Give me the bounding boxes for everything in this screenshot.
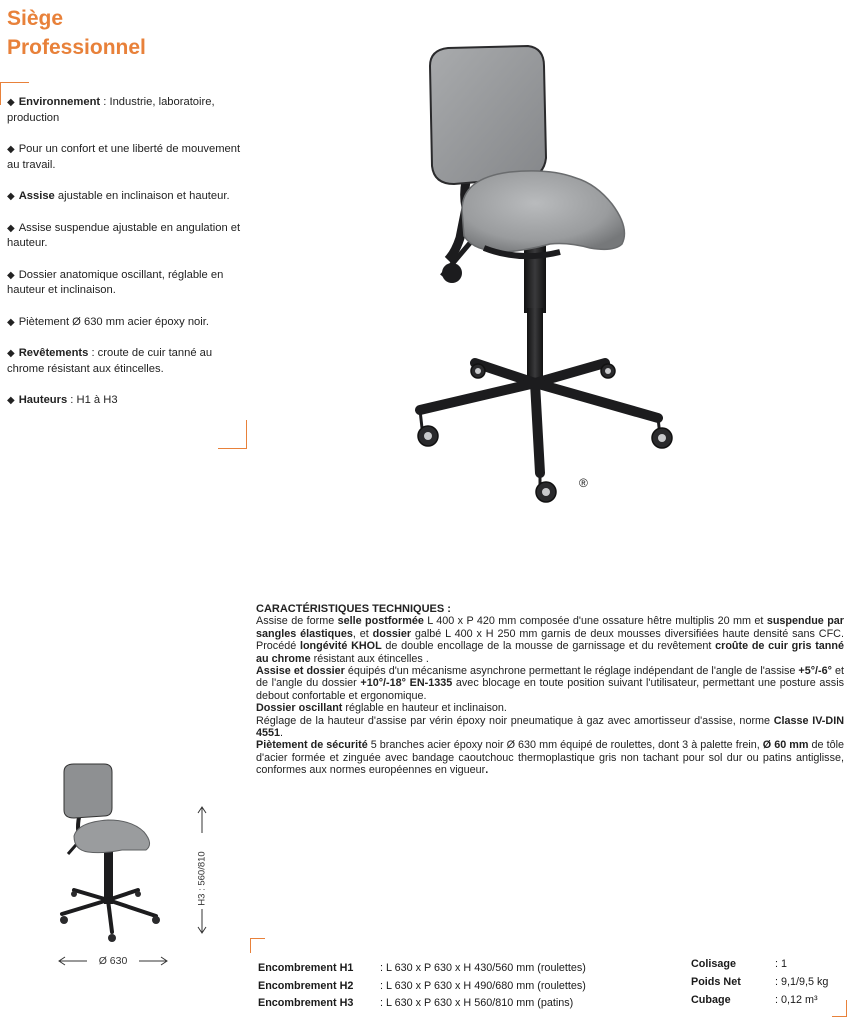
feature-item xyxy=(7,221,247,252)
encombrement-value: : L 630 x P 630 x H 560/810 mm (patins) xyxy=(380,997,574,1009)
diamond-bullet-icon: ◆ xyxy=(7,97,15,108)
feature-text: Pour un confort et une liberté de mouvement au travail. xyxy=(7,143,241,171)
spec-value: : 0,12 m³ xyxy=(775,994,818,1006)
tech-bold-run: . xyxy=(485,764,489,777)
diamond-bullet-icon: ◆ xyxy=(7,144,15,155)
specs-table xyxy=(691,955,828,1009)
encombrement-row xyxy=(258,995,586,1013)
tech-text-run: Réglage de la hauteur d'assise par vérin époxy noir pneumatique à gaz avec amortisseur d'assise, norme xyxy=(256,714,774,727)
spec-row xyxy=(691,991,828,1009)
tech-bold-run: croûte de cuir gris tanné au chrome xyxy=(256,640,845,665)
feature-bold: Revêtements xyxy=(18,347,89,359)
feature-item xyxy=(7,189,247,205)
chair-main-image xyxy=(400,38,690,508)
spec-row xyxy=(691,973,828,991)
feature-item xyxy=(7,346,247,377)
encombrement-row xyxy=(258,978,586,996)
feature-bold: Environnement xyxy=(18,96,101,108)
feature-item xyxy=(7,393,247,409)
spec-row xyxy=(691,955,828,973)
tech-bold-run: Ø 60 mm xyxy=(762,739,809,752)
tech-paragraph-4 xyxy=(256,715,844,740)
tech-paragraph-5 xyxy=(256,739,844,776)
spec-label: Colisage xyxy=(691,958,737,970)
diameter-dimension-label: Ø 630 xyxy=(98,955,128,967)
tech-text-run: de tôle d'acier formée et zinguée avec bandage caoutchouc thermoplastique gris non tachant pour sol dur ou patins antiglisse, conformes aux normes européennes en vigueur xyxy=(256,739,844,777)
tech-bold-run: Classe IV-DIN 4551 xyxy=(256,714,844,740)
diamond-bullet-icon: ◆ xyxy=(7,191,15,202)
diamond-bullet-icon: ◆ xyxy=(7,269,15,281)
feature-bold: Assise xyxy=(18,190,55,202)
tech-text-run: . xyxy=(280,727,284,740)
corner-mark-bottom-right-2 xyxy=(832,1000,847,1017)
feature-text: ajustable en inclinaison et hauteur. xyxy=(54,190,230,202)
feature-item xyxy=(7,142,247,173)
title-line-2: Professionnel xyxy=(7,36,146,59)
encombrement-row xyxy=(258,960,586,978)
chair-small-image xyxy=(52,758,170,946)
spec-label: Poids Net xyxy=(691,976,741,988)
spec-value: : 1 xyxy=(775,958,788,970)
tech-paragraph-1 xyxy=(256,615,844,665)
tech-bold-run: Dossier oscillant xyxy=(256,702,343,715)
feature-text: Assise suspendue ajustable en angulation et hauteur. xyxy=(7,221,241,249)
tech-text-run: L 400 x P 420 mm composée d'une ossature hêtre multiplis 20 mm et xyxy=(423,615,767,628)
encombrement-table xyxy=(258,960,586,1013)
tech-text-run: de double encollage de la mousse de garnissage et du revêtement xyxy=(381,640,716,653)
tech-bold-run: dossier xyxy=(372,627,412,640)
tech-text-run: , et xyxy=(352,627,373,640)
tech-bold-run: +10°/-18° EN-1335 xyxy=(360,677,453,690)
diamond-bullet-icon: ◆ xyxy=(7,316,15,328)
feature-text: : Industrie, laboratoire, production xyxy=(7,96,215,124)
tech-paragraph-2 xyxy=(256,665,844,702)
spec-label: Cubage xyxy=(691,994,731,1006)
tech-text-run: 5 branches acier époxy noir Ø 630 mm équipé de roulettes, dont 3 à palette frein, xyxy=(367,739,763,752)
encombrement-label: Encombrement H2 xyxy=(258,979,354,992)
feature-item xyxy=(7,95,247,126)
page-title xyxy=(7,4,146,62)
feature-text: : croute de cuir tanné au chrome résistant aux étincelles. xyxy=(7,347,213,375)
encombrement-label: Encombrement H1 xyxy=(258,962,354,974)
tech-bold-run: selle postformée xyxy=(337,615,424,628)
feature-item xyxy=(7,268,247,299)
tech-bold-run: suspendue par sangles élastiques xyxy=(256,615,845,640)
feature-text: Dossier anatomique oscillant, réglable en hauteur et inclinaison. xyxy=(7,268,224,296)
feature-bold: Hauteurs xyxy=(18,394,68,406)
height-dimension-label: H3 : 560/810 xyxy=(196,851,208,906)
tech-text-run: résistant aux étincelles . xyxy=(310,652,429,665)
encombrement-value: : L 630 x P 630 x H 490/680 mm (roulettes) xyxy=(380,979,586,992)
title-line-1: Siège xyxy=(7,7,64,30)
tech-text-run: avec blocage en toute position suivant l'utilisateur, permettant une posture assis debout confortable et ergonomique. xyxy=(256,677,844,702)
tech-text-run: galbé L 400 x H 250 mm garnis de deux mousses diversifiées haute densité sans CFC. Procédé xyxy=(256,627,844,653)
registered-mark: ® xyxy=(579,476,588,490)
diamond-bullet-icon: ◆ xyxy=(7,348,15,359)
encombrement-value: : L 630 x P 630 x H 430/560 mm (roulettes) xyxy=(380,962,586,974)
technical-characteristics xyxy=(256,603,844,777)
tech-text-run: et de l'angle du dossier xyxy=(256,665,844,690)
diamond-bullet-icon: ◆ xyxy=(7,222,15,234)
corner-mark-bottom-left xyxy=(250,938,265,953)
tech-paragraph-3 xyxy=(256,702,844,714)
tech-text-run: équipés d'un mécanisme asynchrone permettant le réglage indépendant de l'angle de l'assise xyxy=(344,665,799,678)
tech-heading: CARACTÉRISTIQUES TECHNIQUES : xyxy=(256,603,451,615)
tech-bold-run: +5°/-6° xyxy=(798,665,832,678)
feature-text: Piètement Ø 630 mm acier époxy noir. xyxy=(18,315,209,328)
tech-bold-run: Piètement de sécurité xyxy=(256,739,368,752)
feature-item xyxy=(7,315,247,331)
feature-text: : H1 à H3 xyxy=(67,394,118,406)
tech-bold-run: Assise et dossier xyxy=(256,665,345,678)
tech-text-run: réglable en hauteur et inclinaison. xyxy=(342,702,507,715)
spec-value: : 9,1/9,5 kg xyxy=(775,976,829,988)
tech-bold-run: longévité KHOL xyxy=(299,640,382,653)
feature-list xyxy=(7,95,247,425)
tech-text-run: Assise de forme xyxy=(256,615,338,628)
encombrement-label: Encombrement H3 xyxy=(258,997,354,1009)
diamond-bullet-icon: ◆ xyxy=(7,395,15,406)
